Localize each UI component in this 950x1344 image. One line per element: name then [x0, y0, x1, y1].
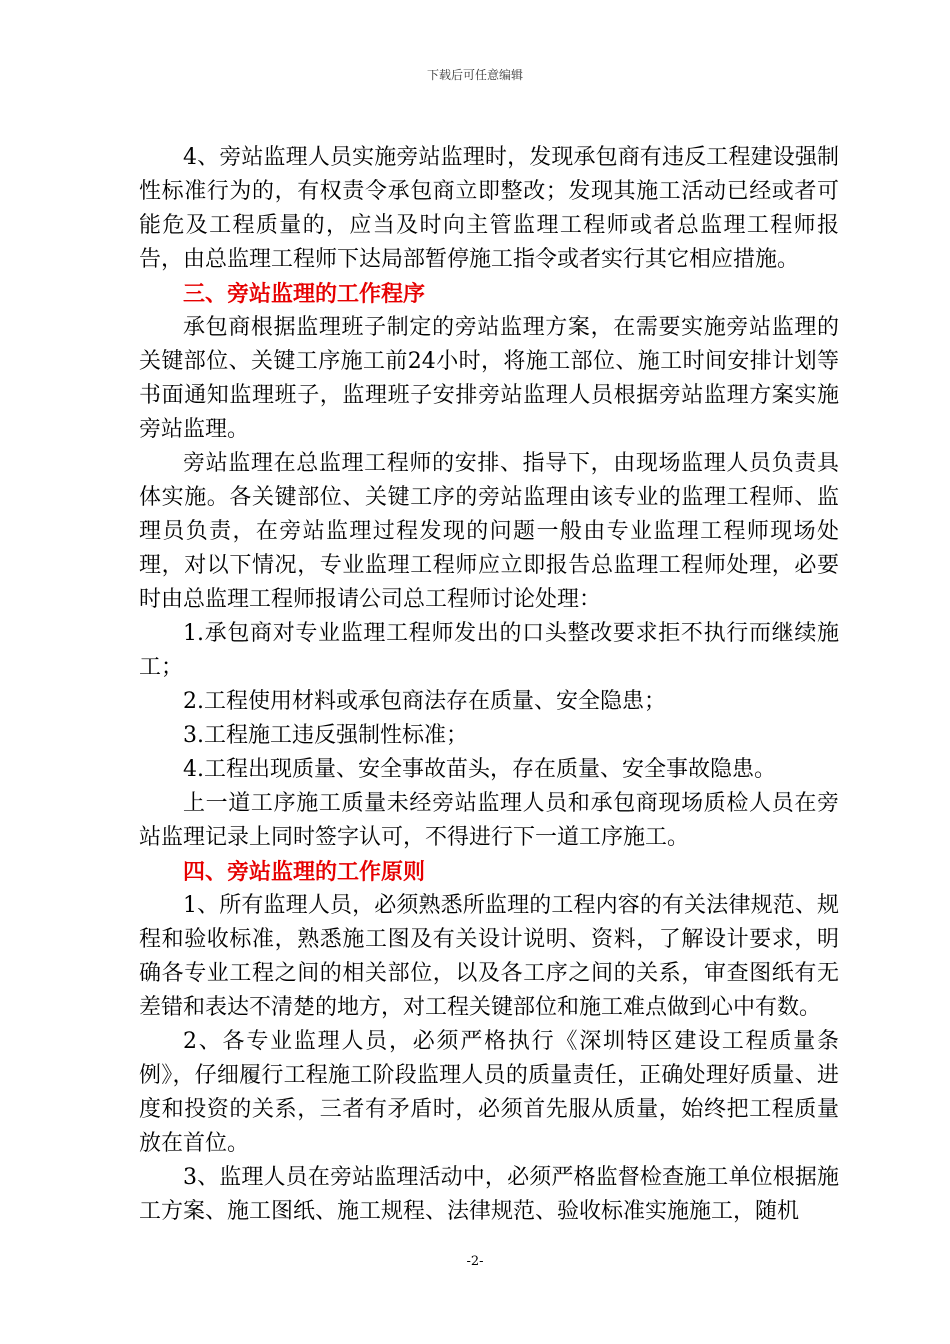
- document-body: [139, 141, 839, 1229]
- list-item: 4.工程出现质量、安全事故苗头，存在质量、安全事故隐患。: [183, 757, 776, 782]
- section-heading: 三、旁站监理的工作程序: [183, 281, 426, 307]
- paragraph: 上一道工序施工质量未经旁站监理人员和承包商现场质检人员在旁站监理记录上同时签字认可，不得进行下一道工序施工。: [139, 791, 839, 850]
- list-item: 3.工程施工违反强制性标准；: [183, 723, 468, 748]
- list-item: 2.工程使用材料或承包商法存在质量、安全隐患；: [183, 689, 666, 714]
- paragraph: 1、所有监理人员，必须熟悉所监理的工程内容的有关法律规范、规程和验收标准，熟悉施工图及有关设计说明、资料，了解设计要求，明确各专业工程之间的相关部位，以及各工序之间的关系，审查图纸有无差错和表达不清楚的地方，对工程关键部位和施工难点做到心中有数。: [139, 893, 839, 1020]
- page-number: -2-: [466, 1254, 484, 1269]
- list-item: 1.承包商对专业监理工程师发出的口头整改要求拒不执行而继续施工；: [139, 621, 839, 680]
- paragraph: 2、各专业监理人员，必须严格执行《深圳特区建设工程质量条例》，仔细履行工程施工阶段监理人员的质量责任，正确处理好质量、进度和投资的关系，三者有矛盾时，必须首先服从质量，始终把工程质量放在首位。: [139, 1029, 839, 1156]
- paragraph: 旁站监理在总监理工程师的安排、指导下，由现场监理人员负责具体实施。各关键部位、关键工序的旁站监理由该专业的监理工程师、监理员负责，在旁站监理过程发现的问题一般由专业监理工程师现场处理，对以下情况，专业监理工程师应立即报告总监理工程师处理，必要时由总监理工程师报请公司总工程师讨论处理：: [139, 451, 839, 612]
- paragraph: 承包商根据监理班子制定的旁站监理方案，在需要实施旁站监理的关键部位、关键工序施工前24小时，将施工部位、施工时间安排计划等书面通知监理班子，监理班子安排旁站监理人员根据旁站监理方案实施旁站监理。: [139, 315, 839, 442]
- paragraph: 3、监理人员在旁站监理活动中，必须严格监督检查施工单位根据施工方案、施工图纸、施工规程、法律规范、验收标准实施施工，随机: [139, 1165, 839, 1224]
- page-header: 下载后可任意编辑: [426, 68, 523, 82]
- section-heading: 四、旁站监理的工作原则: [183, 859, 426, 885]
- paragraph: 4、旁站监理人员实施旁站监理时，发现承包商有违反工程建设强制性标准行为的，有权责令承包商立即整改；发现其施工活动已经或者可能危及工程质量的，应当及时向主管监理工程师或者总监理工程师报告，由总监理工程师下达局部暂停施工指令或者实行其它相应措施。: [139, 145, 839, 272]
